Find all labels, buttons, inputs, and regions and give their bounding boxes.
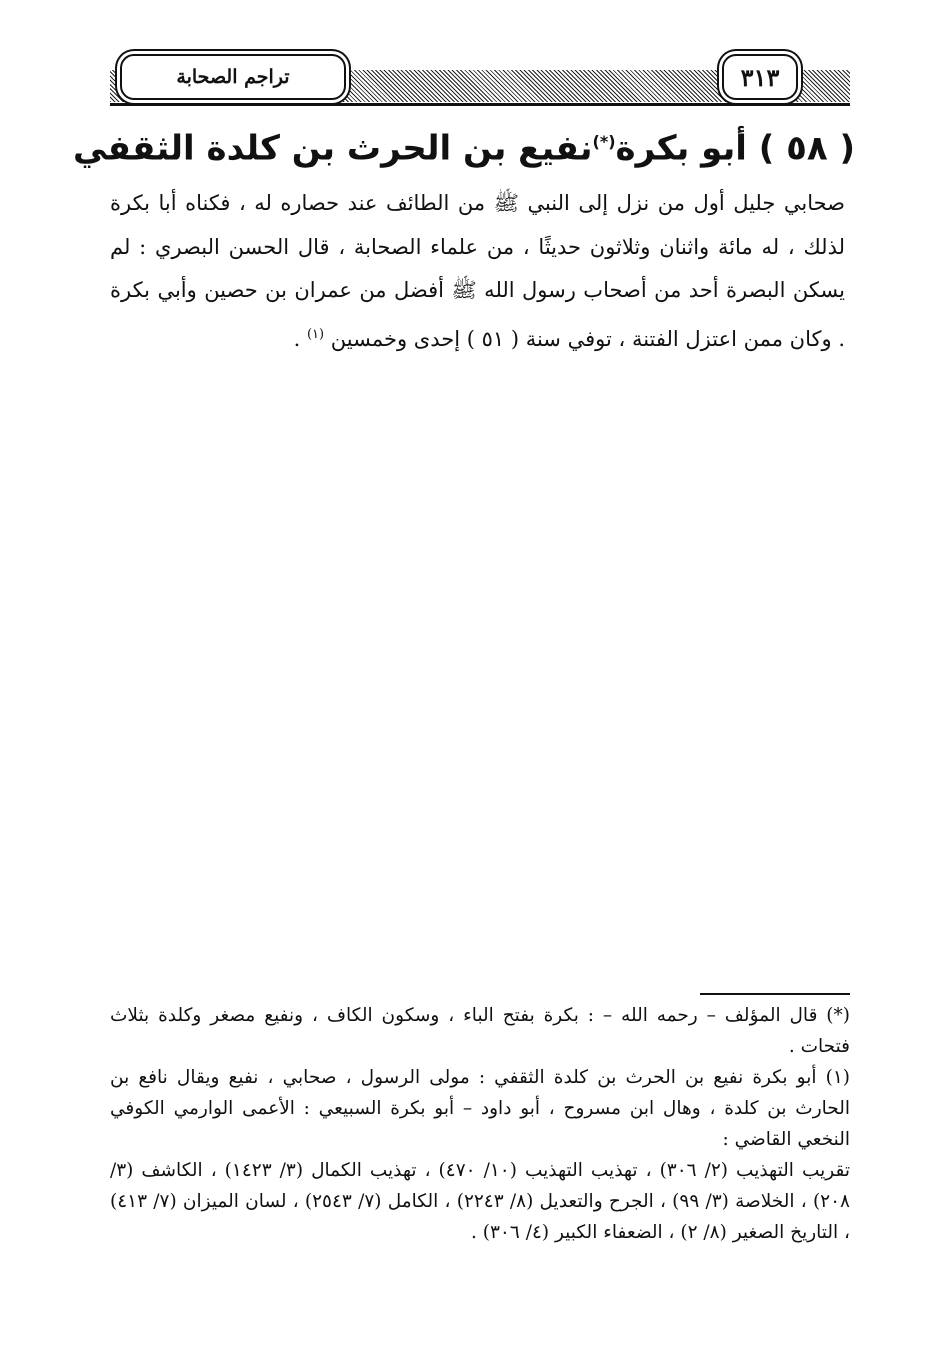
entry-title-rest: نفيع بن الحرث بن كلدة الثقفي — [73, 128, 593, 169]
entry-title-main: ( ٥٨ ) أبو بكرة — [615, 128, 855, 169]
footnote-separator — [700, 993, 850, 995]
entry-body-text: صحابي جليل أول من نزل إلى النبي ﷺ من الطائف عند حصاره له ، فكناه أبا بكرة لذلك ، له مائة واثنان وثلاثون حديثًا ، من علماء الصحابة ، قال الحسن البصري : لم يسكن البصرة أحد من أصحاب رسول الله ﷺ أفضل من عمران بن حصين وأبي بكرة . وكان ممن اعتزل الفتنة ، توفي سنة ( ٥١ ) إحدى وخمسين — [110, 191, 845, 351]
footnote-star: (*) قال المؤلف – رحمه الله – : بكرة بفتح الباء ، وسكون الكاف ، ونفيع مصغر وكلدة بثلاث فتحات . — [110, 1005, 850, 1057]
section-title-text: تراجم الصحابة — [176, 66, 290, 88]
footnote-1: (١) أبو بكرة نفيع بن الحرث بن كلدة الثقفي : مولى الرسول ، صحابي ، نفيع ويقال نافع بن الحارث بن كلدة ، وهال ابن مسروح ، أبو داود – أبو بكرة السبيعي : الأعمى الوارمي الكوفي النخعي القاضي : — [110, 1067, 850, 1150]
entry-body — [110, 182, 845, 361]
entry-title — [73, 112, 855, 172]
header-section-title — [120, 54, 346, 100]
entry-body-end: . — [293, 326, 307, 351]
footnote-1-sources: تقريب التهذيب (٢/ ٣٠٦) ، تهذيب التهذيب (١٠/ ٤٧٠) ، تهذيب الكمال (٣/ ١٤٢٣) ، الكاشف (٣/ ٢٠٨) ، الخلاصة (٣/ ٩٩) ، الجرح والتعديل (٨/ ٢٢٤٣) ، الكامل (٧/ ٢٥٤٣) ، لسان الميزان (٧/ ٤١٣) ، التاريخ الصغير (٨/ ٢) ، الضعفاء الكبير (٤/ ٣٠٦) . — [110, 1160, 850, 1243]
footnotes — [110, 1000, 850, 1248]
entry-title-marker: (*) — [592, 132, 616, 151]
header-rule — [110, 103, 850, 106]
page-number-text: ٣١٣ — [740, 62, 780, 92]
header-page-number — [722, 54, 798, 100]
entry-body-footnote-ref: (١) — [306, 326, 325, 342]
